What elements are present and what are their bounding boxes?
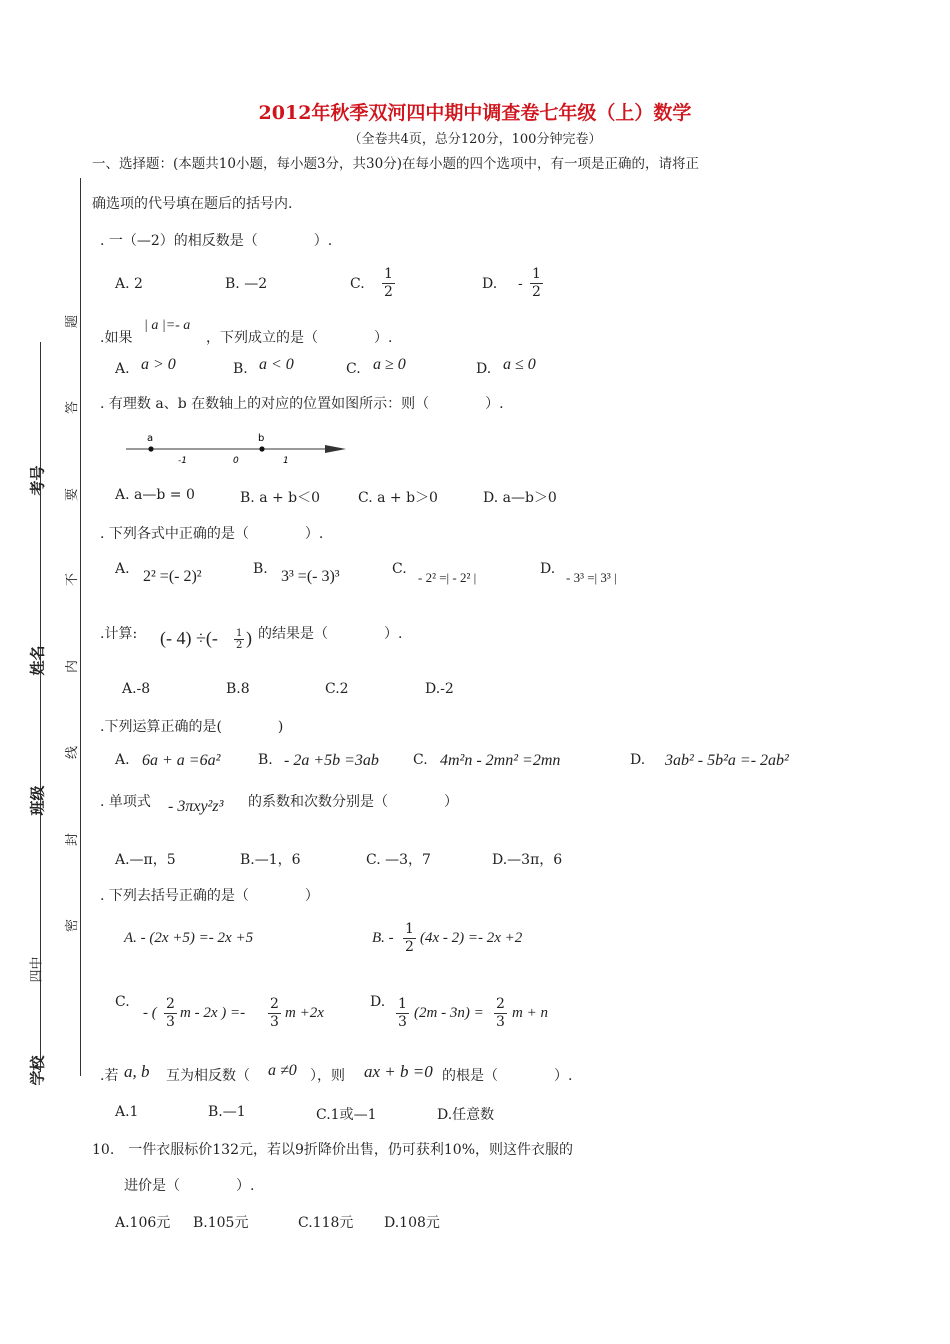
- q9-option-d: D.任意数: [437, 1107, 495, 1123]
- question-4-stem: . 下列各式中正确的是（ ）.: [100, 526, 324, 542]
- q4-option-c: C.: [392, 561, 407, 577]
- label-banji: 班级: [28, 785, 47, 816]
- q7-option-b: B.—1，6: [240, 852, 301, 868]
- q6-option-c-math: 4m²n - 2mn² =2mn: [440, 752, 561, 769]
- q5-option-a: A.-8: [122, 681, 151, 697]
- question-9-ab: a, b: [124, 1062, 150, 1081]
- q1-c-fraction: $\frac{1}{2}$: [384, 266, 393, 300]
- tick-minus-one: -1: [178, 456, 187, 466]
- q2-option-d: D.: [476, 361, 492, 377]
- q8-option-c: C.: [115, 994, 130, 1010]
- q1-option-b: B. —2: [225, 276, 268, 292]
- question-8-stem: . 下列去括号正确的是（ ）: [100, 888, 319, 904]
- q4-option-b: B.: [253, 561, 268, 577]
- q4-option-d-math: - 3³ =| 3³ |: [566, 570, 617, 585]
- q1-option-c: C.: [350, 276, 365, 292]
- question-7-math: - 3πxy²z³: [168, 798, 224, 815]
- q7-option-d: D.—3π，6: [492, 852, 563, 868]
- label-a: a: [147, 433, 154, 444]
- seal-char: 不: [65, 572, 81, 587]
- q7-option-c: C. —3，7: [366, 852, 431, 868]
- q8-c-post: m +2x: [285, 1005, 324, 1021]
- question-7-stem-pre: . 单项式: [100, 794, 151, 810]
- section-instructions-line2: 确选项的代号填在题后的括号内.: [92, 196, 293, 212]
- label-xingming: 姓名: [28, 645, 47, 676]
- q10-option-a: A.106元: [115, 1215, 171, 1231]
- q9-option-a: A.1: [115, 1104, 139, 1120]
- question-10-line2: 进价是（ ）.: [124, 1178, 255, 1194]
- q8-b-fraction: $\frac{1}{2}$: [405, 921, 414, 955]
- page-title: 2012年秋季双河四中期中调查卷七年级（上）数学: [258, 102, 692, 124]
- question-2-stem-math: | a |=- a: [144, 318, 191, 333]
- q10-option-d: D.108元: [384, 1215, 440, 1231]
- q6-option-b-math: - 2a +5b =3ab: [284, 752, 379, 769]
- q8-option-a: A. - (2x +5) =- 2x +5: [124, 930, 254, 946]
- question-1-stem: . 一（—2）的相反数是（ ）.: [100, 233, 333, 249]
- q4-option-d: D.: [540, 561, 556, 577]
- question-9-condition: a ≠0: [268, 1062, 297, 1079]
- q2-option-a-math: a > 0: [141, 356, 176, 373]
- seal-char: 密: [65, 918, 81, 933]
- question-5-math: (- 4) ÷(-: [160, 628, 218, 648]
- q8-d-mid: (2m - 3n) =: [414, 1005, 484, 1021]
- q4-option-c-math: - 2² =| - 2² |: [418, 570, 477, 585]
- seal-char: 内: [65, 659, 81, 674]
- q6-option-a-math: 6a + a =6a²: [142, 752, 221, 769]
- question-9-stem-mid: 互为相反数（: [166, 1068, 250, 1084]
- q1-d-sign: -: [518, 276, 523, 292]
- q8-c-fraction-2: $\frac{2}{3}$: [270, 996, 279, 1030]
- page-subtitle: （全卷共4页，总分120分，100分钟完卷）: [348, 132, 602, 147]
- q8-option-d: D.: [370, 994, 386, 1010]
- question-3-stem: . 有理数 a、b 在数轴上的对应的位置如图所示：则（ ）.: [100, 396, 504, 412]
- q6-option-b: B.: [258, 752, 273, 768]
- question-9-stem-pre: .若: [100, 1068, 119, 1084]
- q4-option-a-math: 2² =(- 2)²: [143, 568, 202, 585]
- label-xuexiao: 学校: [28, 1055, 47, 1086]
- q8-c-pre: - (: [143, 1005, 157, 1021]
- q8-c-fraction-1: $\frac{2}{3}$: [166, 996, 175, 1030]
- label-b: b: [258, 433, 265, 444]
- q2-option-c: C.: [346, 361, 361, 377]
- question-9-stem-mid2: ），则: [310, 1068, 345, 1084]
- q1-option-a: A. 2: [115, 276, 143, 292]
- q8-c-mid: m - 2x ) =-: [180, 1005, 246, 1021]
- q2-option-b: B.: [233, 361, 248, 377]
- point-a: [148, 446, 153, 451]
- q4-option-a: A.: [115, 561, 130, 577]
- q3-option-b: B. a + b＜0: [240, 490, 321, 506]
- q2-option-d-math: a ≤ 0: [503, 356, 536, 373]
- label-kaohao: 考号: [28, 465, 47, 496]
- seal-char: 线: [65, 745, 81, 760]
- question-9-stem-post: 的根是（ ）.: [442, 1068, 573, 1084]
- q8-d-fraction-1: $\frac{1}{3}$: [398, 996, 407, 1030]
- q8-option-b-post: (4x - 2) =- 2x +2: [420, 930, 523, 946]
- label-sizhong: 四中: [29, 956, 45, 983]
- seal-char: 题: [65, 314, 81, 329]
- q5-option-d: D.-2: [425, 681, 454, 697]
- number-line-arrow: [325, 445, 346, 453]
- q10-option-b: B.105元: [193, 1215, 249, 1231]
- q3-option-c: C. a + b＞0: [358, 490, 438, 506]
- q6-option-d: D.: [630, 752, 646, 768]
- question-5-fraction: $\frac{1}{2}$: [236, 628, 243, 651]
- q8-d-fraction-2: $\frac{2}{3}$: [496, 996, 505, 1030]
- tick-zero: 0: [233, 456, 239, 466]
- section-instructions-line1: 一、选择题：(本题共10小题，每小题3分，共30分)在每小题的四个选项中，有一项是正确的，请将正: [92, 156, 699, 172]
- seal-char: 要: [65, 487, 81, 502]
- q3-option-d: D. a—b＞0: [483, 490, 557, 506]
- number-line-figure: [120, 428, 355, 468]
- question-6-stem: .下列运算正确的是( ): [100, 719, 284, 735]
- q2-option-a: A.: [115, 361, 130, 377]
- question-2-stem-post: ，下列成立的是（ ）.: [206, 330, 393, 346]
- binding-line: [80, 178, 81, 1076]
- seal-char: 封: [65, 832, 81, 847]
- q1-d-fraction: $\frac{1}{2}$: [532, 266, 541, 300]
- question-5-close: ): [246, 628, 252, 648]
- q10-option-c: C.118元: [298, 1215, 354, 1231]
- q2-option-b-math: a < 0: [259, 356, 294, 373]
- tick-one: 1: [283, 456, 289, 466]
- q5-option-b: B.8: [226, 681, 250, 697]
- q5-option-c: C.2: [325, 681, 349, 697]
- seal-char: 答: [65, 400, 81, 415]
- q3-option-a: A. a—b = 0: [115, 487, 195, 503]
- q6-option-c: C.: [413, 752, 428, 768]
- q9-option-c: C.1或—1: [316, 1107, 377, 1123]
- q6-option-a: A.: [115, 752, 130, 768]
- q2-option-c-math: a ≥ 0: [373, 356, 406, 373]
- question-5-stem-pre: .计算:: [100, 626, 138, 642]
- question-9-equation: ax + b =0: [364, 1062, 433, 1081]
- q7-option-a: A.—π，5: [115, 852, 176, 868]
- q8-option-b-pre: B. -: [372, 930, 394, 946]
- q6-option-d-math: 3ab² - 5b²a =- 2ab²: [665, 752, 789, 769]
- question-2-stem-pre: .如果: [100, 330, 133, 346]
- q1-option-d: D.: [482, 276, 498, 292]
- question-7-stem-post: 的系数和次数分别是（ ）: [248, 794, 458, 810]
- q4-option-b-math: 3³ =(- 3)³: [281, 568, 340, 585]
- point-b: [259, 446, 264, 451]
- q9-option-b: B.—1: [208, 1104, 246, 1120]
- q8-d-post: m + n: [512, 1005, 548, 1021]
- question-5-stem-post: 的结果是（ ）.: [258, 626, 403, 642]
- question-10-line1: 10. 一件衣服标价132元，若以9折降价出售，仍可获利10%，则这件衣服的: [92, 1142, 574, 1158]
